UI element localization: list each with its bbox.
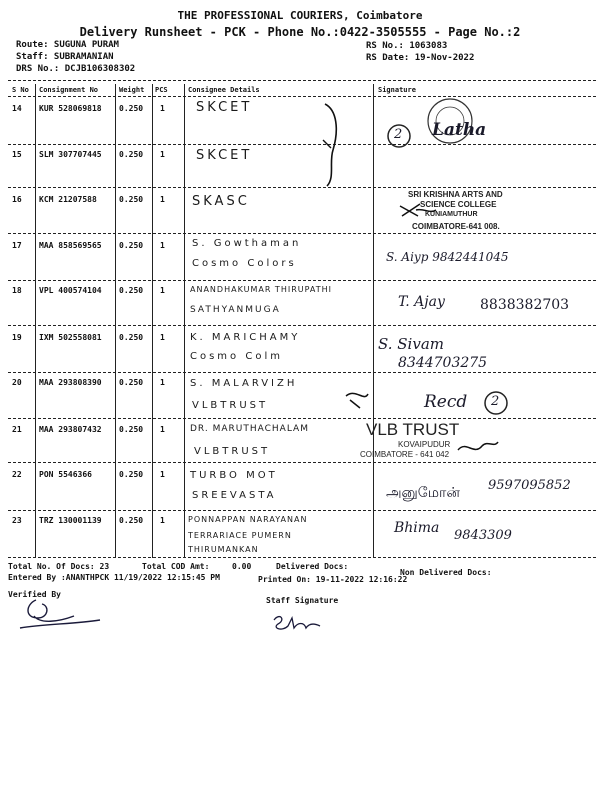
row-sno: 21 xyxy=(12,425,22,434)
row-rule xyxy=(8,418,596,419)
trust-stamp-line: VLB TRUST xyxy=(366,420,460,439)
row-sno: 20 xyxy=(12,378,22,387)
row-pcs: 1 xyxy=(160,150,165,159)
row-consignment: MAA 293808390 xyxy=(39,378,102,387)
row-consignee: TURBO MOT xyxy=(190,470,278,481)
row-weight: 0.250 xyxy=(119,104,144,113)
staff-signature-label: Staff Signature xyxy=(266,596,339,605)
verified-by-label: Verified By xyxy=(8,590,61,599)
row-weight: 0.250 xyxy=(119,470,144,479)
college-stamp-line: SCIENCE COLLEGE xyxy=(420,200,497,209)
row-weight: 0.250 xyxy=(119,195,144,204)
row-weight: 0.250 xyxy=(119,516,144,525)
row-consignment: IXM 502558081 xyxy=(39,333,102,342)
rs-date: RS Date: 19-Nov-2022 xyxy=(366,53,475,63)
row-weight: 0.250 xyxy=(119,286,144,295)
sig-row23-name: Bhima xyxy=(394,520,440,536)
header-rule xyxy=(8,96,596,97)
staff-label: Staff: SUBRAMANIAN xyxy=(16,52,114,62)
row-consignee: TERRARIACE PUMERN xyxy=(188,531,292,540)
row-consignment: VPL 400574104 xyxy=(39,286,102,295)
row-consignment: MAA 858569565 xyxy=(39,241,102,250)
row-consignee: ANANDHAKUMAR THIRUPATHI xyxy=(190,285,333,294)
sig-row22-phone: 9597095852 xyxy=(488,478,571,493)
row-consignee: VLBTRUST xyxy=(194,446,271,457)
row-pcs: 1 xyxy=(160,241,165,250)
col-header-consignment: Consignment No xyxy=(39,86,99,94)
row-consignment: SLM 307707445 xyxy=(39,150,102,159)
sig-row21-scribble xyxy=(454,434,500,464)
sig-row18-name: T. Ajay xyxy=(398,294,445,310)
row-consignee: SATHYANMUGA xyxy=(190,305,281,315)
delivered-docs: Delivered Docs: xyxy=(276,562,349,571)
sig-row22-name: அனுமோன் xyxy=(386,485,460,501)
sig-row14-name: Latha xyxy=(432,120,487,140)
col-header-consignee: Consignee Details xyxy=(188,86,260,94)
row-rule xyxy=(8,187,596,188)
staff-signature xyxy=(268,610,328,636)
route-label: Route: SUGUNA PURAM xyxy=(16,40,119,50)
total-cod-value: 0.00 xyxy=(232,562,252,571)
row-pcs: 1 xyxy=(160,195,165,204)
row-sno: 15 xyxy=(12,150,22,159)
sig-row20-number: 2 xyxy=(491,394,500,409)
sig-row19-name: S. Sivam xyxy=(378,335,444,353)
row-consignee: SKCET xyxy=(196,148,253,163)
sig-row20-recd: Recd xyxy=(424,392,468,412)
non-delivered-docs: Non Delivered Docs: xyxy=(400,568,492,577)
sig-row20-scribble xyxy=(342,384,372,414)
runsheet-title: Delivery Runsheet - PCK - Phone No.:0422-3505555 - Page No.:2 xyxy=(79,25,521,39)
row-pcs: 1 xyxy=(160,286,165,295)
row-pcs: 1 xyxy=(160,333,165,342)
row-sno: 14 xyxy=(12,104,22,113)
total-cod-label: Total COD Amt: xyxy=(142,562,210,571)
row-rule xyxy=(8,280,596,281)
row-pcs: 1 xyxy=(160,470,165,479)
row-weight: 0.250 xyxy=(119,425,144,434)
row-pcs: 1 xyxy=(160,104,165,113)
row-consignee: VLBTRUST xyxy=(192,400,269,411)
trust-stamp-line: COIMBATORE - 641 042 xyxy=(360,450,450,459)
row-consignee: SREEVASTA xyxy=(192,490,277,501)
row-sno: 23 xyxy=(12,516,22,525)
row-consignee: Cosmo Colors xyxy=(192,258,297,269)
row-sno: 22 xyxy=(12,470,22,479)
table-bottom-rule xyxy=(8,557,596,558)
college-stamp-line: COIMBATORE-641 008. xyxy=(412,222,500,231)
entered-by: Entered By :ANANTHPCK 11/19/2022 12:15:45 PM xyxy=(8,573,220,582)
row-rule xyxy=(8,372,596,373)
col-divider xyxy=(373,84,374,558)
row-sno: 19 xyxy=(12,333,22,342)
total-docs: Total No. Of Docs: 23 xyxy=(8,562,110,571)
row-consignment: PON 5546366 xyxy=(39,470,92,479)
table-top-rule xyxy=(8,80,596,81)
row-rule xyxy=(8,233,596,234)
row-consignee: DR. MARUTHACHALAM xyxy=(190,424,309,434)
stamp-signature-scribble xyxy=(398,200,438,222)
college-stamp-line: KUNIAMUTHUR xyxy=(425,211,478,218)
row-weight: 0.250 xyxy=(119,333,144,342)
row-pcs: 1 xyxy=(160,425,165,434)
row-sno: 17 xyxy=(12,241,22,250)
sig-row14-number: 2 xyxy=(394,127,403,142)
col-divider xyxy=(152,84,153,558)
col-header-weight: Weight xyxy=(119,86,145,94)
col-divider xyxy=(35,84,36,558)
col-divider xyxy=(184,84,185,558)
row-consignee: SKASC xyxy=(192,194,250,209)
row-rule xyxy=(8,144,596,145)
row-weight: 0.250 xyxy=(119,150,144,159)
row-sno: 16 xyxy=(12,195,22,204)
sig-row17: S. Aiyp 9842441045 xyxy=(386,250,509,264)
sig-row18-phone: 8838382703 xyxy=(480,297,570,313)
drs-label: DRS No.: DCJB106308302 xyxy=(16,64,136,74)
row-consignee: K. MARICHAMY xyxy=(190,332,301,343)
row-pcs: 1 xyxy=(160,516,165,525)
row-rule xyxy=(8,325,596,326)
col-divider xyxy=(115,84,116,558)
row-sno: 18 xyxy=(12,286,22,295)
sig-row19-phone: 8344703275 xyxy=(398,355,488,371)
row-weight: 0.250 xyxy=(119,378,144,387)
row-consignee: S. MALARVIZH xyxy=(190,378,298,389)
college-stamp-line: SRI KRISHNA ARTS AND xyxy=(408,190,503,199)
row-consignment: KUR 528069818 xyxy=(39,104,102,113)
company-title: THE PROFESSIONAL COURIERS, Coimbatore xyxy=(177,9,423,22)
rs-number: RS No.: 1063083 xyxy=(366,41,448,51)
row-consignee: SKCET xyxy=(196,100,253,115)
col-header-signature: Signature xyxy=(378,86,416,94)
row-rule xyxy=(8,462,596,463)
row-consignee: PONNAPPAN NARAYANAN xyxy=(188,515,308,524)
sig-row23-phone: 9843309 xyxy=(454,528,512,543)
row-consignee: S. Gowthaman xyxy=(192,238,302,249)
printed-on: Printed On: 19-11-2022 12:16:22 xyxy=(258,575,408,584)
row-consignment: MAA 293807432 xyxy=(39,425,102,434)
row-weight: 0.250 xyxy=(119,241,144,250)
row-consignee: THIRUMANKAN xyxy=(188,545,259,554)
col-header-pcs: PCS xyxy=(155,86,168,94)
row-pcs: 1 xyxy=(160,378,165,387)
col-header-sno: S No xyxy=(12,86,29,94)
row-consignee: Cosmo Colm xyxy=(190,351,283,362)
trust-stamp-line: KOVAIPUDUR xyxy=(398,440,451,449)
row-consignment: TRZ 130001139 xyxy=(39,516,102,525)
row-rule xyxy=(8,510,596,511)
ditto-bracket-mark xyxy=(315,100,355,190)
row-consignment: KCM 21207588 xyxy=(39,195,97,204)
verifier-signature xyxy=(14,594,104,634)
